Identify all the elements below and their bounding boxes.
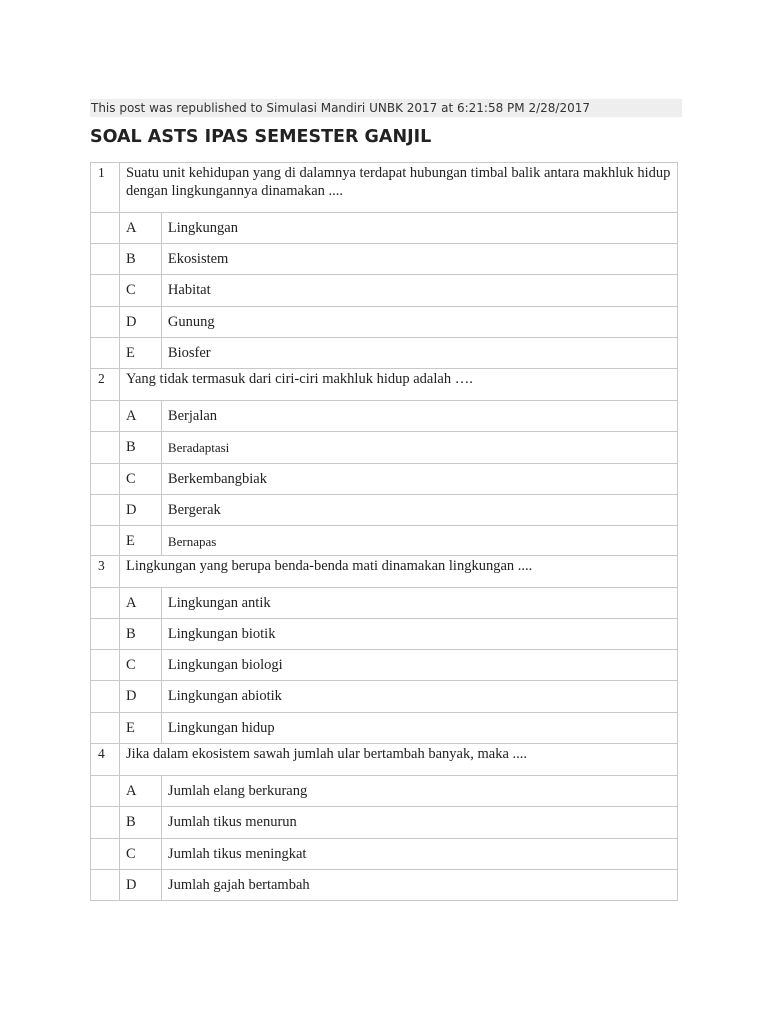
option-letter: E [119, 526, 161, 556]
empty-cell [91, 526, 120, 556]
option-letter: C [119, 839, 161, 870]
option-text: Habitat [161, 275, 677, 307]
empty-cell [91, 619, 120, 650]
question-number: 3 [91, 556, 120, 588]
option-text: Gunung [161, 307, 677, 338]
option-row [91, 870, 678, 901]
option-text: Beradaptasi [161, 432, 677, 464]
empty-cell [91, 338, 120, 369]
option-letter: A [119, 401, 161, 432]
question-table [90, 162, 678, 901]
option-letter: B [119, 244, 161, 275]
option-text: Bergerak [161, 495, 677, 526]
option-row [91, 244, 678, 275]
empty-cell [91, 650, 120, 681]
option-letter: C [119, 650, 161, 681]
question-text: Yang tidak termasuk dari ciri-ciri makhluk hidup adalah …. [119, 369, 677, 401]
option-text: Lingkungan antik [161, 588, 677, 619]
option-letter: D [119, 495, 161, 526]
option-row [91, 307, 678, 338]
option-row [91, 588, 678, 619]
empty-cell [91, 432, 120, 464]
option-row [91, 681, 678, 713]
option-letter: E [119, 713, 161, 744]
option-letter: D [119, 681, 161, 713]
empty-cell [91, 307, 120, 338]
empty-cell [91, 275, 120, 307]
option-letter: A [119, 776, 161, 807]
question-row [91, 163, 678, 213]
option-letter: B [119, 432, 161, 464]
option-letter: C [119, 275, 161, 307]
option-row [91, 464, 678, 495]
option-row [91, 776, 678, 807]
question-number: 2 [91, 369, 120, 401]
option-row [91, 432, 678, 464]
option-text: Berjalan [161, 401, 677, 432]
empty-cell [91, 713, 120, 744]
option-letter: B [119, 807, 161, 839]
option-text: Berkembangbiak [161, 464, 677, 495]
question-row [91, 369, 678, 401]
option-text: Lingkungan biotik [161, 619, 677, 650]
option-text: Lingkungan abiotik [161, 681, 677, 713]
question-number: 1 [91, 163, 120, 213]
question-text: Lingkungan yang berupa benda-benda mati dinamakan lingkungan .... [119, 556, 677, 588]
empty-cell [91, 495, 120, 526]
option-text: Jumlah elang berkurang [161, 776, 677, 807]
option-letter: D [119, 870, 161, 901]
option-row [91, 213, 678, 244]
option-row [91, 650, 678, 681]
empty-cell [91, 213, 120, 244]
question-row [91, 744, 678, 776]
option-text: Jumlah tikus menurun [161, 807, 677, 839]
empty-cell [91, 244, 120, 275]
empty-cell [91, 807, 120, 839]
empty-cell [91, 464, 120, 495]
option-text: Lingkungan biologi [161, 650, 677, 681]
option-row [91, 619, 678, 650]
option-text: Biosfer [161, 338, 677, 369]
option-row [91, 713, 678, 744]
option-text: Lingkungan hidup [161, 713, 677, 744]
empty-cell [91, 839, 120, 870]
empty-cell [91, 870, 120, 901]
republished-note: This post was republished to Simulasi Mandiri UNBK 2017 at 6:21:58 PM 2/28/2017 [90, 99, 682, 117]
empty-cell [91, 681, 120, 713]
question-row [91, 556, 678, 588]
question-text: Jika dalam ekosistem sawah jumlah ular bertambah banyak, maka .... [119, 744, 677, 776]
option-row [91, 275, 678, 307]
option-letter: A [119, 588, 161, 619]
option-letter: E [119, 338, 161, 369]
option-text: Ekosistem [161, 244, 677, 275]
question-text: Suatu unit kehidupan yang di dalamnya terdapat hubungan timbal balik antara makhluk hidup dengan lingkungannya dinamakan .... [119, 163, 677, 213]
option-row [91, 401, 678, 432]
option-letter: A [119, 213, 161, 244]
option-text: Bernapas [161, 526, 677, 556]
option-row [91, 495, 678, 526]
empty-cell [91, 588, 120, 619]
option-row [91, 807, 678, 839]
empty-cell [91, 401, 120, 432]
option-text: Jumlah gajah bertambah [161, 870, 677, 901]
question-number: 4 [91, 744, 120, 776]
option-letter: C [119, 464, 161, 495]
option-letter: D [119, 307, 161, 338]
option-row [91, 839, 678, 870]
option-letter: B [119, 619, 161, 650]
empty-cell [91, 776, 120, 807]
option-text: Lingkungan [161, 213, 677, 244]
option-row [91, 526, 678, 556]
page-title: SOAL ASTS IPAS SEMESTER GANJIL [90, 127, 432, 147]
option-row [91, 338, 678, 369]
option-text: Jumlah tikus meningkat [161, 839, 677, 870]
